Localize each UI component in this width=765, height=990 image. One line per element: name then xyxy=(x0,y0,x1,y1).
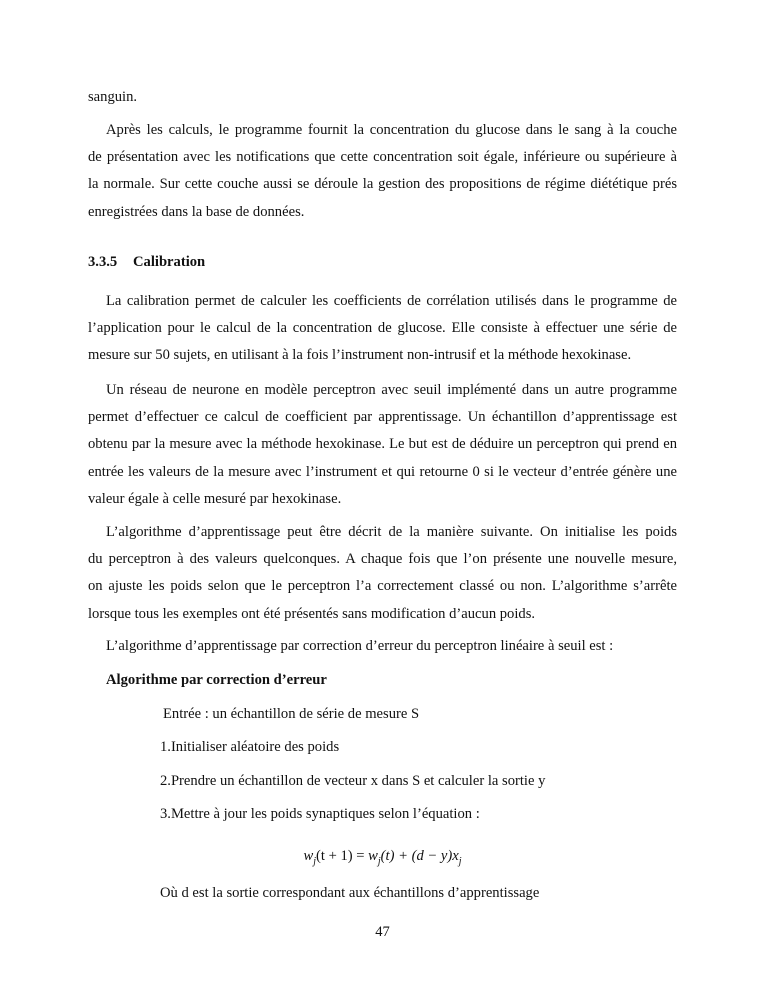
text-line: permet d’effectuer ce calcul de coefficient par apprentissage. Un échantillon d’apprentissage est xyxy=(88,409,677,426)
text-line: sanguin. xyxy=(88,89,138,105)
page-number: 47 xyxy=(375,924,390,940)
eq-symbol: w xyxy=(368,848,378,864)
text-line: lorsque tous les exemples ont été présentés sans modification d’aucun poids. xyxy=(88,605,536,622)
text-line: enregistrées dans la base de données. xyxy=(88,203,305,220)
eq-symbol: w xyxy=(303,848,314,864)
eq-text: (t) + (d − y)x xyxy=(380,848,459,864)
paragraph-end-previous xyxy=(88,84,677,111)
algorithm-step-2: 2.Prendre un échantillon de vecteur x dans S et calculer la sortie y xyxy=(160,773,546,789)
eq-text: (t + 1) = xyxy=(316,848,369,864)
text-line: Un réseau de neurone en modèle perceptron avec seuil implémenté dans un autre programme xyxy=(106,382,677,398)
text-line: on ajuste les poids selon que le perceptron l’a correctement classé ou non. L’algorithme s’arrête xyxy=(88,578,677,595)
algorithm-title-block xyxy=(88,667,677,694)
eq-subscript: j xyxy=(458,855,462,867)
text-line: la normale. Sur cette couche aussi se déroule la gestion des propositions de régime diététique prés xyxy=(88,176,677,193)
text-line: mesure sur 50 sujets, en utilisant à la fois l’instrument non-intrusif et la méthode hexokinase. xyxy=(88,347,632,364)
algorithm-step-1: 1.Initialiser aléatoire des poids xyxy=(160,739,340,755)
text-line: L’algorithme d’apprentissage peut être décrit de la manière suivante. On initialise les poids xyxy=(106,524,677,540)
text-line: entrée les valeurs de la mesure avec l’instrument et qui retourne 0 si le vecteur d’entrée génère une xyxy=(88,463,677,480)
text-line: l’application pour le calcul de la concentration de glucose. Elle consiste à effectuer une série de xyxy=(88,320,677,337)
paragraph-algorithm-description xyxy=(88,519,677,628)
text-line: obtenu par la mesure avec la méthode hexokinase. Le but est de déduire un perceptron qui prend en xyxy=(88,436,677,453)
eq-subscript: j xyxy=(313,855,317,867)
section-title: Calibration xyxy=(133,254,206,270)
paragraph-results xyxy=(88,117,677,226)
update-equation xyxy=(0,843,765,875)
text-line: Après les calculs, le programme fournit la concentration du glucose dans le sang à la couche xyxy=(106,122,677,138)
text-line: valeur égale à celle mesuré par hexokinase. xyxy=(88,490,342,507)
paragraph-calibration xyxy=(88,288,677,370)
section-heading xyxy=(88,249,677,275)
algorithm-input: Entrée : un échantillon de série de mesure S xyxy=(163,706,420,722)
section-number: 3.3.5 xyxy=(88,254,118,270)
text-line: de présentation avec les notifications que cette concentration soit égale, inférieure ou supérieure à xyxy=(88,149,677,166)
text-line: L’algorithme d’apprentissage par correction d’erreur du perceptron linéaire à seuil est : xyxy=(106,638,614,654)
text-line: du perceptron à des valeurs quelconques. A chaque fois que l’on présente une nouvelle mesure, xyxy=(88,551,677,568)
text-line: La calibration permet de calculer les coefficients de corrélation utilisés dans le programme de xyxy=(106,293,677,309)
algorithm-note: Où d est la sortie correspondant aux échantillons d’apprentissage xyxy=(160,885,540,901)
algorithm-step-3: 3.Mettre à jour les poids synaptiques selon l’équation : xyxy=(160,806,480,822)
paragraph-algorithm-intro xyxy=(88,633,677,660)
eq-subscript: j xyxy=(377,855,381,867)
algorithm-title: Algorithme par correction d’erreur xyxy=(106,672,327,688)
paragraph-perceptron xyxy=(88,377,677,513)
